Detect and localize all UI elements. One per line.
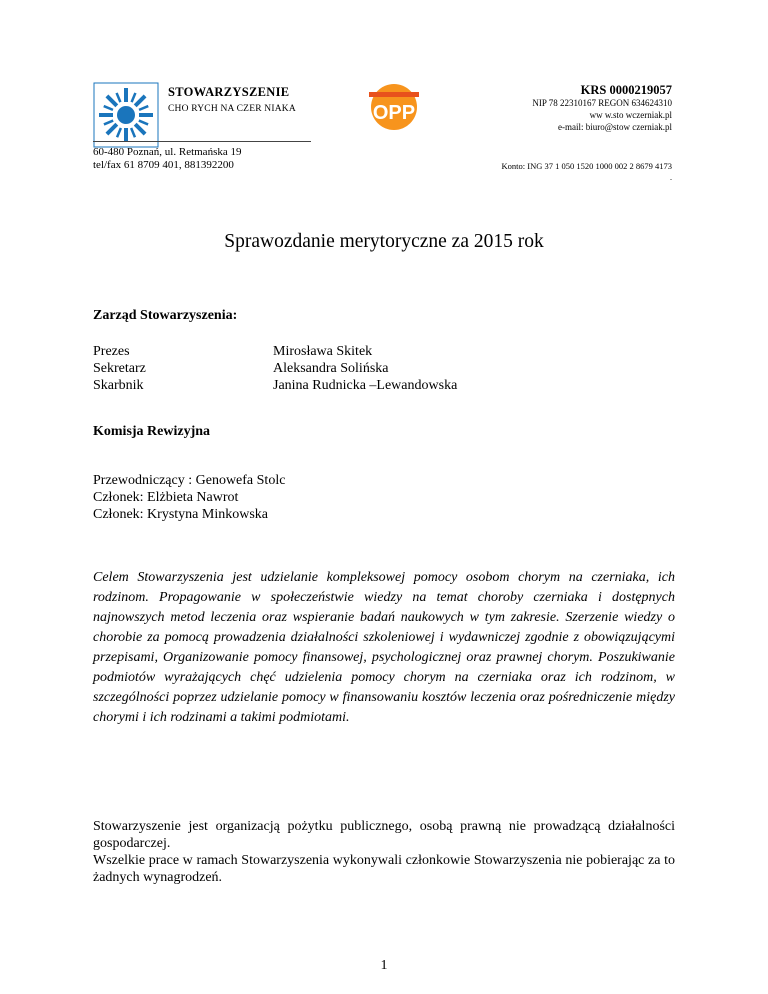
committee-member: Członek: Krystyna Minkowska xyxy=(93,507,268,522)
email-label: e-mail: xyxy=(557,122,584,132)
email-link[interactable]: biuro@stow czerniak.pl xyxy=(585,122,672,132)
page-number: 1 xyxy=(380,958,388,973)
association-logo xyxy=(93,82,159,148)
opp-logo-icon xyxy=(367,83,421,131)
bank-account: Konto: ING 37 1 050 1520 1000 002 2 8679 4173 xyxy=(501,161,672,171)
org-name: STOWARZYSZENIE xyxy=(168,85,290,99)
header-dot: . xyxy=(670,173,672,182)
opp-logo xyxy=(367,83,421,131)
email-line xyxy=(532,121,672,133)
registration-block xyxy=(532,84,672,133)
committee-member: Przewodniczący : Genowefa Stolc xyxy=(93,473,286,488)
committee-member: Członek: Elżbieta Nawrot xyxy=(93,490,239,505)
role-treasurer: Skarbnik xyxy=(93,378,144,393)
name-secretary: Aleksandra Solińska xyxy=(273,361,389,376)
nip-regon: NIP 78 22310167 REGON 634624310 xyxy=(532,98,672,108)
krs-number: KRS 0000219057 xyxy=(580,83,672,97)
name-president: Mirosława Skitek xyxy=(273,344,373,359)
status-paragraph: Stowarzyszenie jest organizacją pożytku publicznego, osobą prawną nie prowadzącą działalności gospodarczej. xyxy=(93,819,675,851)
phone-line: tel/fax 61 8709 401, 881392200 xyxy=(93,159,234,171)
header-divider xyxy=(93,141,311,142)
address-line: 60-480 Poznań, ul. Retmańska 19 xyxy=(93,146,242,158)
role-president: Prezes xyxy=(93,344,130,359)
opp-logo-text: OPP xyxy=(372,102,416,124)
association-goal-text: Celem Stowarzyszenia jest udzielanie kompleksowej pomocy osobom chorym na czerniaka, ich rodzinom. Propagowanie w społeczeństwie wiedzy na temat choroby czerniaka i dostępnych najnowszych metod leczenia oraz wspieranie badań naukowych w tym zakresie. Szerzenie wiedzy o chorobie za pomocą prowadzenia działalności szkoleniowej i wydawniczej zgodnie z obowiązującymi przepisami, Organizowanie pomocy finansowej, psychologicznej oraz prawnej chorym. Poszukiwanie podmiotów wyrażających chęć udzielenia pomocy chorym na czerniaka oraz ich rodzinom, w szczególności poprzez udzielanie pomocy w finansowaniu kosztów leczenia oraz pośredniczenie między chorymi i ich rodzinami a takimi podmiotami. xyxy=(93,570,675,725)
org-subtitle: CHO RYCH NA CZER NIAKA xyxy=(168,104,296,114)
board-names xyxy=(273,343,457,394)
role-secretary: Sekretarz xyxy=(93,361,146,376)
name-treasurer: Janina Rudnicka –Lewandowska xyxy=(273,378,458,393)
website-link[interactable]: ww w.sto wczerniak.pl xyxy=(589,110,672,120)
volunteer-paragraph: Wszelkie prace w ramach Stowarzyszenia wykonywali członkowie Stowarzyszenia nie pobierając za to żadnych wynagrodzeń. xyxy=(93,853,675,885)
page-title: Sprawozdanie merytoryczne za 2015 rok xyxy=(224,231,544,252)
board-heading: Zarząd Stowarzyszenia: xyxy=(93,308,238,323)
sun-logo-icon xyxy=(93,82,159,148)
audit-committee-members xyxy=(93,472,285,523)
board-roles xyxy=(93,343,146,394)
address-block xyxy=(93,146,241,172)
audit-committee-heading: Komisja Rewizyjna xyxy=(93,424,211,439)
